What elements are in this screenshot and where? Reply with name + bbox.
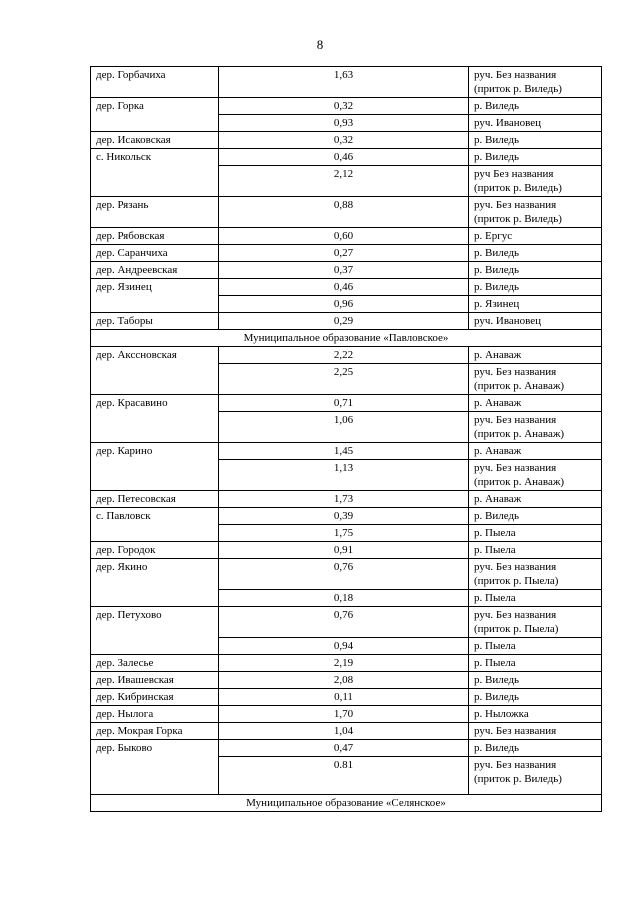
settlement-name: дер. Язинец: [91, 279, 219, 313]
section-row: [91, 330, 602, 347]
distance-value: 1,13: [219, 460, 469, 491]
water-body-line: руч. Без названия: [474, 199, 557, 211]
water-body: [469, 559, 602, 590]
table-row: [91, 347, 602, 364]
distance-value: 0,96: [219, 296, 469, 313]
water-body-line: р. Ныложка: [474, 708, 529, 720]
settlement-name: дер. Ивашевская: [91, 672, 219, 689]
section-row: [91, 795, 602, 812]
water-body: [469, 262, 602, 279]
distance-value: 0,32: [219, 132, 469, 149]
water-body: [469, 757, 602, 795]
water-body: [469, 607, 602, 638]
distance-value: 0,39: [219, 508, 469, 525]
table-row: [91, 740, 602, 757]
water-body: [469, 672, 602, 689]
distance-value: 0,47: [219, 740, 469, 757]
water-body-line: р. Виледь: [474, 134, 520, 146]
water-body-line: р. Виледь: [474, 674, 520, 686]
water-body: [469, 296, 602, 313]
water-body: [469, 590, 602, 607]
water-body-line: руч Без названия: [474, 168, 554, 180]
water-body: [469, 313, 602, 330]
table-row: [91, 279, 602, 296]
table-row: [91, 689, 602, 706]
water-body-line: р. Виледь: [474, 281, 520, 293]
table-row: [91, 443, 602, 460]
distance-value: 0,91: [219, 542, 469, 559]
settlement-name: с. Павловск: [91, 508, 219, 542]
settlement-name: дер. Петухово: [91, 607, 219, 655]
water-body-line: (приток р. Пыела): [474, 623, 559, 635]
settlement-name: дер. Таборы: [91, 313, 219, 330]
distance-value: 0,18: [219, 590, 469, 607]
water-body-line: р. Виледь: [474, 691, 520, 703]
distance-value: 1,75: [219, 525, 469, 542]
distance-value: 1,73: [219, 491, 469, 508]
distance-value: 1,70: [219, 706, 469, 723]
water-body: [469, 166, 602, 197]
water-body-line: (приток р. Анаваж): [474, 476, 565, 488]
table-row: [91, 313, 602, 330]
table-row: [91, 132, 602, 149]
distance-value: 0,27: [219, 245, 469, 262]
distance-value: 1,45: [219, 443, 469, 460]
water-body: [469, 245, 602, 262]
water-body: [469, 395, 602, 412]
settlement-name: дер. Быково: [91, 740, 219, 795]
water-body-line: р. Анаваж: [474, 397, 522, 409]
table-row: [91, 706, 602, 723]
distance-value: 0,37: [219, 262, 469, 279]
water-body: [469, 98, 602, 115]
water-body-line: р. Анаваж: [474, 493, 522, 505]
distance-value: 2,19: [219, 655, 469, 672]
table-row: [91, 607, 602, 638]
distance-value: 0,93: [219, 115, 469, 132]
distance-value: 1,63: [219, 67, 469, 98]
water-body: [469, 542, 602, 559]
distance-value: 0,46: [219, 149, 469, 166]
settlement-name: дер. Саранчиха: [91, 245, 219, 262]
table-row: [91, 98, 602, 115]
water-body: [469, 443, 602, 460]
water-body-line: руч. Без названия: [474, 561, 557, 573]
table-row: [91, 149, 602, 166]
settlement-name: дер. Красавино: [91, 395, 219, 443]
water-body: [469, 412, 602, 443]
settlement-name: дер. Кибринская: [91, 689, 219, 706]
section-title: Муниципальное образование «Павловское»: [91, 330, 602, 347]
water-body-line: (приток р. Анаваж): [474, 428, 565, 440]
settlements-table-body: [91, 67, 602, 812]
water-body: [469, 689, 602, 706]
water-body: [469, 525, 602, 542]
water-body-line: (приток р. Виледь): [474, 773, 562, 785]
water-body-line: руч. Ивановец: [474, 315, 542, 327]
water-body-line: руч. Без названия: [474, 609, 557, 621]
water-body-line: (приток р. Виледь): [474, 83, 562, 95]
water-body: [469, 149, 602, 166]
water-body: [469, 115, 602, 132]
table-row: [91, 245, 602, 262]
water-body-line: р. Пыела: [474, 657, 516, 669]
table-row: [91, 228, 602, 245]
water-body-line: р. Виледь: [474, 100, 520, 112]
water-body-line: р. Пыела: [474, 592, 516, 604]
water-body: [469, 228, 602, 245]
table-row: [91, 491, 602, 508]
settlement-name: дер. Якино: [91, 559, 219, 607]
table-row: [91, 542, 602, 559]
water-body-line: р. Виледь: [474, 247, 520, 259]
page-number: 8: [316, 37, 324, 52]
water-body: [469, 460, 602, 491]
table-row: [91, 559, 602, 590]
table-row: [91, 197, 602, 228]
water-body-line: (приток р. Анаваж): [474, 380, 565, 392]
water-body: [469, 508, 602, 525]
distance-value: 0,29: [219, 313, 469, 330]
water-body-line: руч. Ивановец: [474, 117, 542, 129]
water-body-line: р. Пыела: [474, 640, 516, 652]
water-body: [469, 197, 602, 228]
table-row: [91, 508, 602, 525]
water-body: [469, 740, 602, 757]
settlement-name: дер. Акссновская: [91, 347, 219, 395]
water-body-line: р. Виледь: [474, 151, 520, 163]
water-body-line: р. Ергус: [474, 230, 513, 242]
distance-value: 0,76: [219, 607, 469, 638]
water-body-line: (приток р. Виледь): [474, 182, 562, 194]
water-body: [469, 706, 602, 723]
water-body: [469, 67, 602, 98]
water-body-line: р. Анаваж: [474, 349, 522, 361]
water-body-line: р. Виледь: [474, 742, 520, 754]
settlement-name: дер. Залесье: [91, 655, 219, 672]
distance-value: 0,32: [219, 98, 469, 115]
settlement-name: дер. Карино: [91, 443, 219, 491]
distance-value: 0,76: [219, 559, 469, 590]
table-row: [91, 395, 602, 412]
distance-value: 1,04: [219, 723, 469, 740]
distance-value: 0,60: [219, 228, 469, 245]
settlement-name: дер. Исаковская: [91, 132, 219, 149]
settlement-name: дер. Горбачиха: [91, 67, 219, 98]
water-body-line: р. Пыела: [474, 527, 516, 539]
settlement-name: дер. Рябовская: [91, 228, 219, 245]
water-body-line: р. Пыела: [474, 544, 516, 556]
table-row: [91, 655, 602, 672]
settlement-name: дер. Петесовская: [91, 491, 219, 508]
table-row: [91, 262, 602, 279]
settlement-name: с. Никольск: [91, 149, 219, 197]
water-body: [469, 364, 602, 395]
table-row: [91, 723, 602, 740]
water-body-line: р. Виледь: [474, 264, 520, 276]
water-body: [469, 655, 602, 672]
water-body-line: (приток р. Пыела): [474, 575, 559, 587]
distance-value: 0,71: [219, 395, 469, 412]
table-row: [91, 672, 602, 689]
water-body: [469, 723, 602, 740]
section-title: Муниципальное образование «Селянское»: [91, 795, 602, 812]
water-body-line: руч. Без названия: [474, 414, 557, 426]
water-body-line: руч. Без названия: [474, 366, 557, 378]
distance-value: 2,22: [219, 347, 469, 364]
water-body: [469, 638, 602, 655]
settlement-name: дер. Андреевская: [91, 262, 219, 279]
water-body: [469, 491, 602, 508]
water-body: [469, 132, 602, 149]
distance-value: 2,25: [219, 364, 469, 395]
distance-value: 2,12: [219, 166, 469, 197]
water-body-line: р. Язинец: [474, 298, 520, 310]
water-body-line: руч. Без названия: [474, 759, 557, 771]
distance-value: 0,11: [219, 689, 469, 706]
water-body-line: руч. Без названия: [474, 462, 557, 474]
settlement-name: дер. Горка: [91, 98, 219, 132]
distance-value: 0.81: [219, 757, 469, 795]
distance-value: 0,46: [219, 279, 469, 296]
water-body: [469, 347, 602, 364]
water-body-line: р. Виледь: [474, 510, 520, 522]
distance-value: 2,08: [219, 672, 469, 689]
water-body-line: р. Анаваж: [474, 445, 522, 457]
water-body-line: руч. Без названия: [474, 725, 557, 737]
table-row: [91, 67, 602, 98]
settlement-name: дер. Городок: [91, 542, 219, 559]
distance-value: 0,94: [219, 638, 469, 655]
settlement-name: дер. Мокрая Горка: [91, 723, 219, 740]
water-body-line: (приток р. Виледь): [474, 213, 562, 225]
distance-value: 0,88: [219, 197, 469, 228]
settlement-name: дер. Нылога: [91, 706, 219, 723]
water-body-line: руч. Без названия: [474, 69, 557, 81]
distance-value: 1,06: [219, 412, 469, 443]
settlement-name: дер. Рязань: [91, 197, 219, 228]
settlements-table: [90, 66, 602, 812]
water-body: [469, 279, 602, 296]
